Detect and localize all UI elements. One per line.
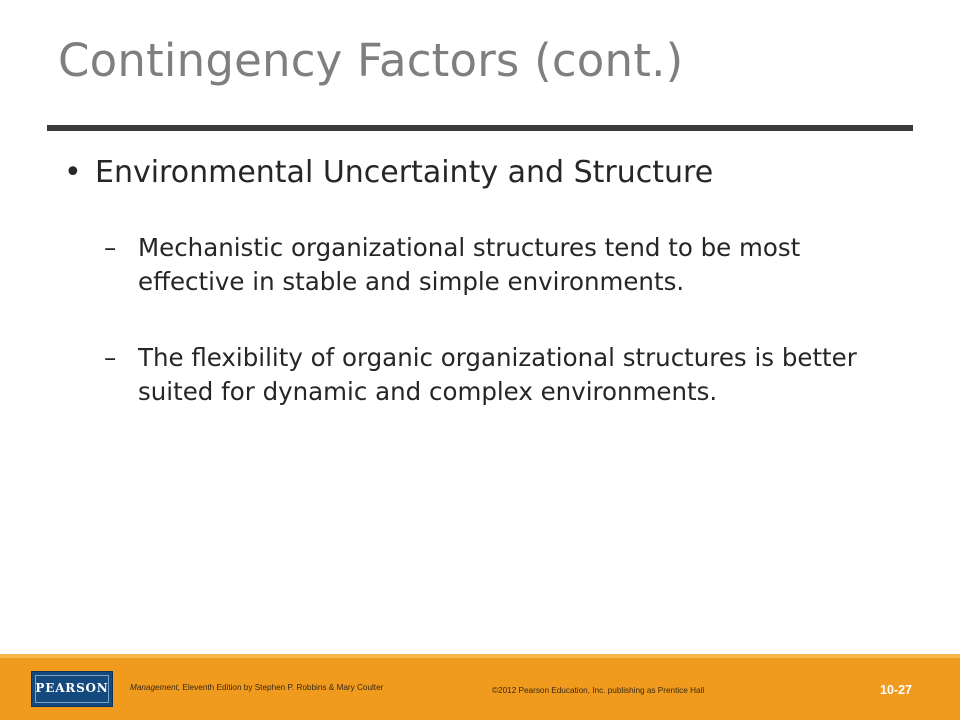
pearson-logo-text: PEARSON <box>35 681 109 695</box>
copyright-notice: ©2012 Pearson Education, Inc. publishing as Prentice Hall <box>492 686 705 695</box>
book-title: Management, <box>130 683 181 692</box>
dash-icon: – <box>104 233 117 262</box>
main-bullet <box>64 155 904 190</box>
pearson-logo-border <box>35 675 109 703</box>
book-credit <box>130 683 383 692</box>
slide-title: Contingency Factors (cont.) <box>58 34 684 87</box>
dash-icon: – <box>104 343 117 372</box>
page-number: 10-27 <box>880 683 912 697</box>
sub-point-organic <box>104 341 904 408</box>
sub-point-text: Mechanistic organizational structures tend to be most effective in stable and simple environments. <box>138 233 801 296</box>
sub-point-mechanistic <box>104 231 904 298</box>
main-bullet-text: Environmental Uncertainty and Structure <box>95 155 714 190</box>
pearson-logo <box>31 671 113 707</box>
bullet-dot-icon: • <box>64 155 82 190</box>
book-authors: Eleventh Edition by Stephen P. Robbins & Mary Coulter <box>180 683 384 692</box>
sub-point-text: The flexibility of organic organizational structures is better suited for dynamic and complex environments. <box>138 343 857 406</box>
title-divider <box>47 125 913 131</box>
